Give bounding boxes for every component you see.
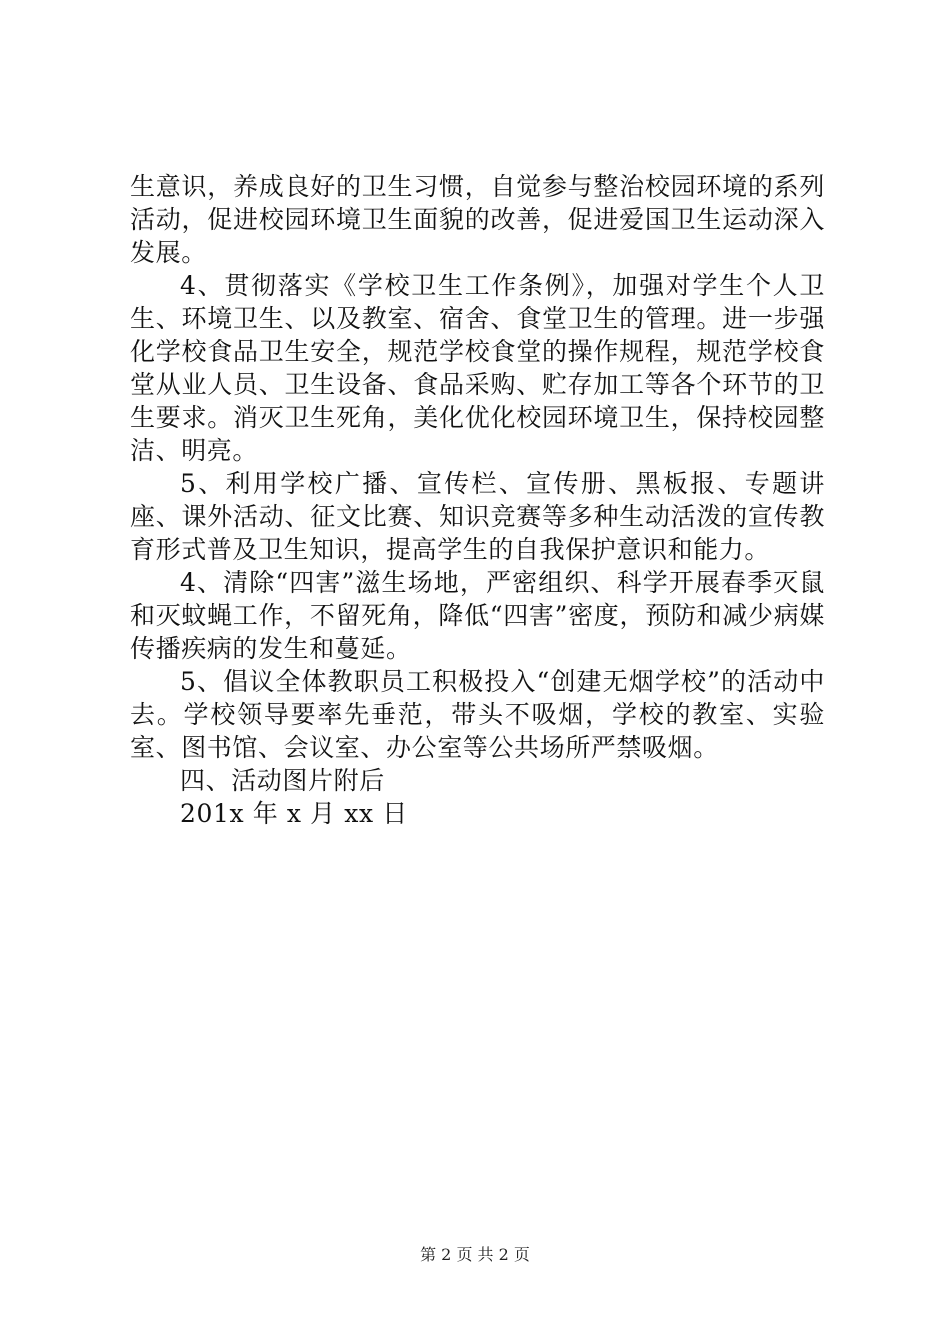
- paragraph-5: 5、倡议全体教职员工积极投入“创建无烟学校”的活动中去。学校领导要率先垂范，带头不吸烟，学校的教室、实验室、图书馆、会议室、办公室等公共场所严禁吸烟。: [130, 667, 825, 762]
- paragraph-3: 5、利用学校广播、宣传栏、宣传册、黑板报、专题讲座、课外活动、征文比赛、知识竞赛等多种生动活泼的宣传教育形式普及卫生知识，提高学生的自我保护意识和能力。: [130, 469, 825, 564]
- paragraph-2: 4、贯彻落实《学校卫生工作条例》，加强对学生个人卫生、环境卫生、以及教室、宿舍、食堂卫生的管理。进一步强化学校食品卫生安全，规范学校食堂的操作规程，规范学校食堂从业人员、卫生设备、食品采购、贮存加工等各个环节的卫生要求。消灭卫生死角，美化优化校园环境卫生，保持校园整洁、明亮。: [130, 271, 825, 465]
- document-body: [130, 170, 825, 830]
- paragraph-1: 生意识，养成良好的卫生习惯，自觉参与整治校园环境的系列活动，促进校园环境卫生面貌的改善，促进爱国卫生运动深入发展。: [130, 172, 825, 267]
- section-heading: 四、活动图片附后: [180, 766, 385, 795]
- paragraph-4: 4、清除“四害”滋生场地，严密组织、科学开展春季灭鼠和灭蚊蝇工作，不留死角，降低“四害”密度，预防和减少病媒传播疾病的发生和蔓延。: [130, 568, 825, 663]
- document-date: 201x 年 x 月 xx 日: [180, 799, 408, 828]
- page-footer: 第 2 页 共 2 页: [420, 1245, 530, 1264]
